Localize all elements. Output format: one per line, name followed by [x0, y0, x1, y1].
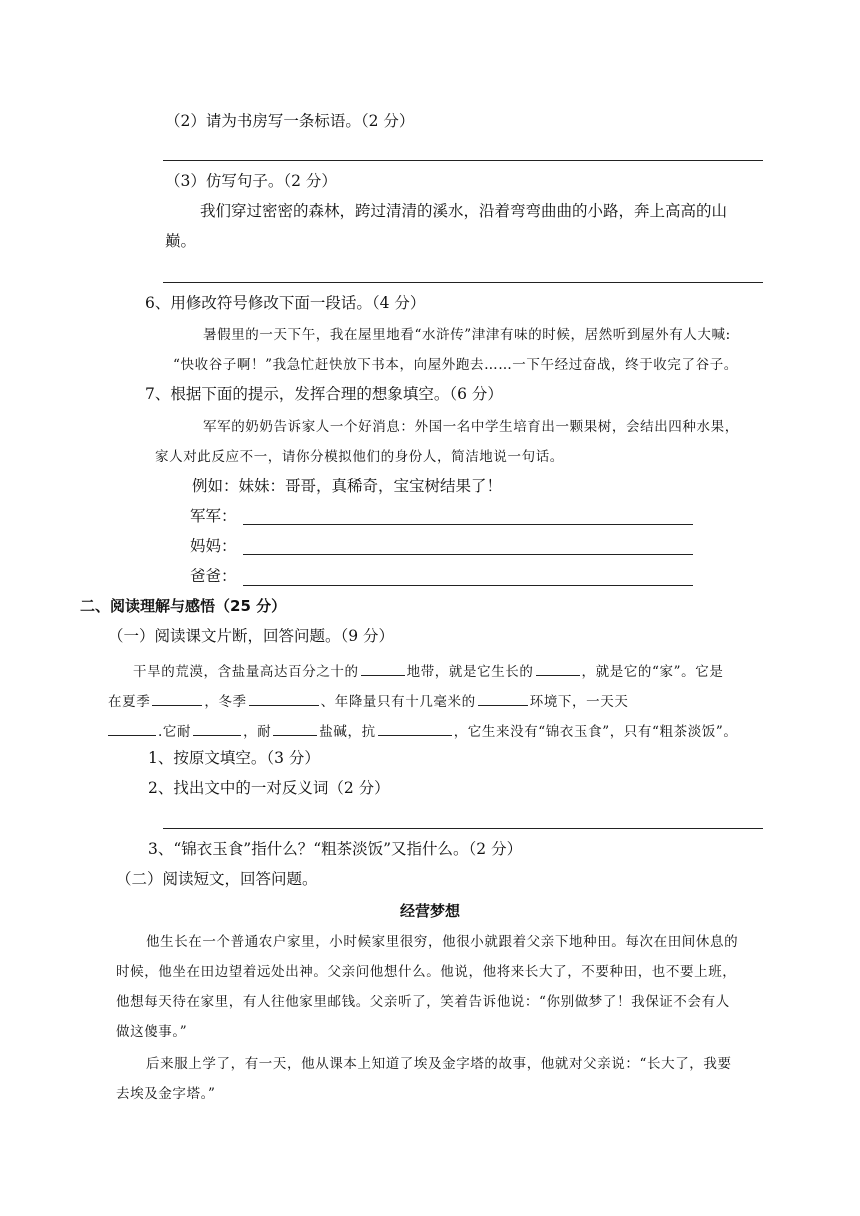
- answer-line[interactable]: [163, 828, 763, 829]
- role-label-dad: 爸爸：: [190, 567, 237, 585]
- part1-heading: （一）阅读课文片断，回答问题。（9 分）: [108, 627, 395, 645]
- fill-blank[interactable]: [273, 723, 317, 736]
- q5-sub3: （3）仿写句子。（2 分）: [165, 172, 337, 190]
- story-line: 他想每天待在家里，有人往他家里邮钱。父亲听了，笑着告诉他说：“你别做梦了！我保证不会有人: [116, 994, 730, 1010]
- q7-prompt-line1: 军军的奶奶告诉家人一个好消息：外国一名中学生培育出一颗果树，会结出四种水果，: [203, 419, 739, 435]
- q6-title: 6、用修改符号修改下面一段话。（4 分）: [145, 294, 426, 312]
- part1-q1: 1、按原文填空。（3 分）: [148, 749, 320, 767]
- story-title: 经营梦想: [399, 902, 460, 920]
- part1-q2: 2、找出文中的一对反义词（2 分）: [148, 779, 390, 797]
- part2-heading: （二）阅读短文，回答问题。: [116, 870, 318, 888]
- answer-line-junjun[interactable]: [243, 524, 693, 525]
- passage-line1: 干旱的荒漠，含盐量高达百分之十的 地带，就是它生长的 ，就是它的“家”。它是: [133, 664, 724, 680]
- fill-blank[interactable]: [536, 663, 580, 676]
- passage-line2: 在夏季 ，冬季 、年降量只有十几毫米的 环境下，一天天: [108, 694, 629, 710]
- answer-line-mom[interactable]: [243, 554, 693, 555]
- story-line: 他生长在一个普通农户家里，小时候家里很穷，他很小就跟着父亲下地种田。每次在田间休息的: [146, 934, 739, 950]
- fill-blank[interactable]: [249, 693, 319, 706]
- role-label-mom: 妈妈：: [190, 537, 237, 555]
- story-line: 后来服上学了，有一天，他从课本上知道了埃及金字塔的故事，他就对父亲说：“长大了，我要: [146, 1056, 732, 1072]
- q5-sub2: （2）请为书房写一条标语。（2 分）: [165, 112, 415, 130]
- role-label-junjun: 军军：: [190, 507, 237, 525]
- q7-prompt-line2: 家人对此反应不一，请你分模拟他们的身份人，简洁地说一句话。: [155, 449, 564, 465]
- q7-title: 7、根据下面的提示，发挥合理的想象填空。（6 分）: [145, 385, 503, 403]
- section2-heading: 二、阅读理解与感悟（25 分）: [80, 597, 287, 615]
- fill-blank[interactable]: [152, 693, 202, 706]
- story-line: 去埃及金字塔。”: [116, 1086, 216, 1102]
- part1-q3: 3、“锦衣玉食”指什么？“粗茶淡饭”又指什么。（2 分）: [148, 840, 523, 858]
- q7-example: 例如：妹妹：哥哥，真稀奇，宝宝树结果了！: [192, 477, 503, 495]
- answer-line-dad[interactable]: [243, 585, 693, 586]
- answer-line[interactable]: [163, 160, 763, 161]
- passage-line3: .它耐 ，耐 盐碱，抗 ，它生来没有“锦衣玉食”，只有“粗茶淡饭”。: [108, 723, 738, 740]
- fill-blank[interactable]: [193, 723, 241, 736]
- fill-blank[interactable]: [478, 693, 528, 706]
- q5-example-line2: 巅。: [165, 232, 197, 250]
- story-line: 做这傻事。”: [116, 1024, 188, 1040]
- q6-text-line1: 暑假里的一天下午，我在屋里地看“水浒传”津津有味的时候，居然听到屋外有人大喊:: [203, 327, 731, 343]
- fill-blank[interactable]: [108, 723, 156, 736]
- fill-blank[interactable]: [361, 663, 405, 676]
- story-line: 时候，他坐在田边望着远处出神。父亲问他想什么。他说，他将来长大了，不要种田，也不要上班，: [116, 964, 737, 980]
- answer-line[interactable]: [163, 282, 763, 283]
- fill-blank[interactable]: [378, 723, 452, 736]
- q6-text-line2: “快收谷子啊！”我急忙赶快放下书本，向屋外跑去……一下午经过奋战，终于收完了谷子。: [173, 357, 738, 373]
- q5-example-line1: 我们穿过密密的森林，跨过清清的溪水，沿着弯弯曲曲的小路，奔上高高的山: [200, 202, 728, 220]
